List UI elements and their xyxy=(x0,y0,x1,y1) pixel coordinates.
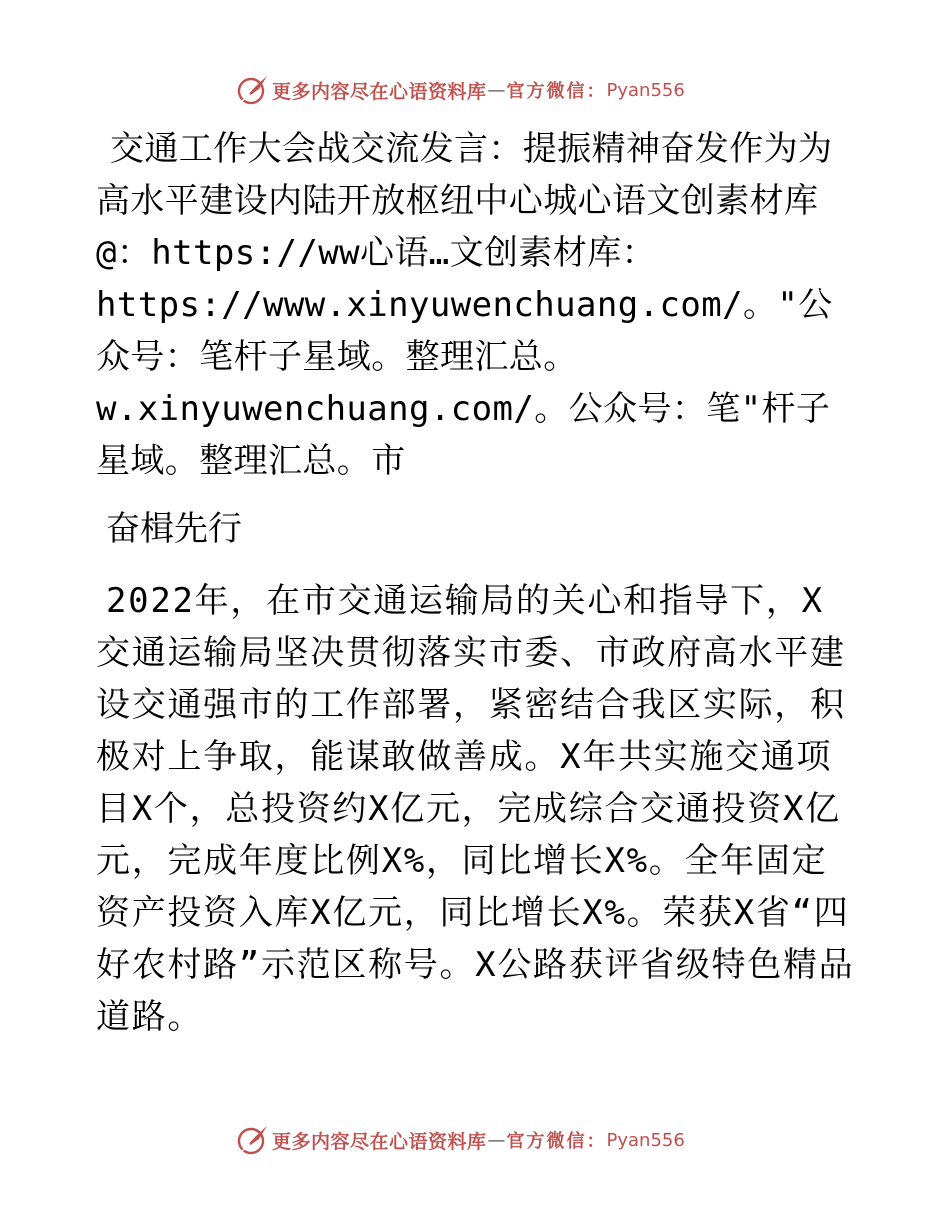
document-body xyxy=(96,123,856,1043)
banner-separator: — xyxy=(487,1129,506,1151)
banner-site-text: 更多内容尽在心语资料库 xyxy=(272,80,487,103)
document-title: 交通工作大会战交流发言：提振精神奋发作为为高水平建设内陆开放枢纽中心城心语文创素材库@：https://ww心语…文创素材库：https://www.xinyuwenchuang.com/。"公众号：笔杆子星域。整理汇总。w.xinyuwenchuang.com/。公众号：笔"杆子星域。整理汇总。市 xyxy=(96,129,833,481)
section-heading: 奋楫先行 xyxy=(106,509,242,549)
banner-wechat-id: Pyan556 xyxy=(606,1129,685,1151)
footer-banner xyxy=(236,1124,685,1156)
banner-wechat-label: 官方微信： xyxy=(506,1131,607,1152)
quill-pen-logo-icon xyxy=(236,1124,270,1156)
banner-wechat-label: 官方微信： xyxy=(506,81,607,102)
banner-separator: — xyxy=(487,79,506,101)
body-paragraph: 2022年，在市交通运输局的关心和指导下，X交通运输局坚决贯彻落实市委、市政府高水平建设交通强市的工作部署，紧密结合我区实际，积极对上争取，能谋敢做善成。X年共实施交通项目X个，总投资约X亿元，完成综合交通投资X亿元，完成年度比例X%，同比增长X%。全年固定资产投资入库X亿元，同比增长X%。荣获X省“四好农村路”示范区称号。X公路获评省级特色精品道路。 xyxy=(96,581,855,1037)
header-banner xyxy=(236,74,685,106)
quill-pen-logo-icon xyxy=(236,74,270,106)
banner-wechat-id: Pyan556 xyxy=(606,79,685,101)
banner-site-text: 更多内容尽在心语资料库 xyxy=(272,1130,487,1153)
